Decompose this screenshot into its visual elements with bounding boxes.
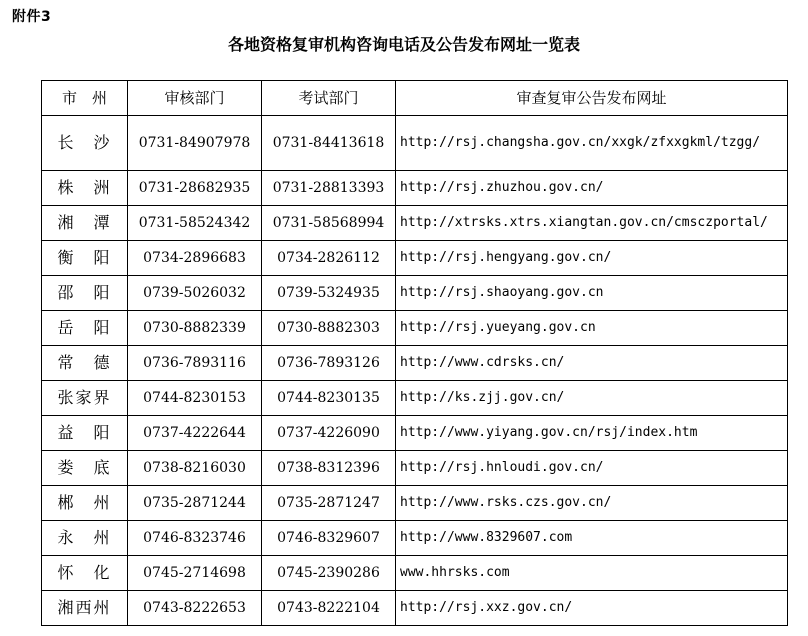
url-cell: www.hhrsks.com — [396, 556, 788, 591]
review-phone-cell: 0743-8222653 — [128, 591, 262, 626]
review-phone-cell: 0745-2714698 — [128, 556, 262, 591]
url-cell: http://xtrsks.xtrs.xiangtan.gov.cn/cmsczportal/ — [396, 206, 788, 241]
review-phone-cell: 0738-8216030 — [128, 451, 262, 486]
city-cell: 株 洲 — [42, 171, 128, 206]
exam-phone-cell: 0738-8312396 — [262, 451, 396, 486]
exam-phone-cell: 0739-5324935 — [262, 276, 396, 311]
header-city: 市 州 — [42, 81, 128, 116]
city-cell: 湘西州 — [42, 591, 128, 626]
header-url: 审查复审公告发布网址 — [396, 81, 788, 116]
review-phone-cell: 0730-8882339 — [128, 311, 262, 346]
city-cell: 郴 州 — [42, 486, 128, 521]
review-phone-cell: 0737-4222644 — [128, 416, 262, 451]
table-row — [42, 556, 788, 591]
exam-phone-cell: 0746-8329607 — [262, 521, 396, 556]
city-cell: 益 阳 — [42, 416, 128, 451]
table-row — [42, 171, 788, 206]
city-cell: 张家界 — [42, 381, 128, 416]
url-cell: http://ks.zjj.gov.cn/ — [396, 381, 788, 416]
header-review-dept: 审核部门 — [128, 81, 262, 116]
city-cell: 怀 化 — [42, 556, 128, 591]
attachment-label: 附件3 — [12, 9, 52, 25]
contacts-table — [41, 80, 788, 626]
table-row — [42, 486, 788, 521]
table-row — [42, 381, 788, 416]
url-cell: http://rsj.yueyang.gov.cn — [396, 311, 788, 346]
url-cell: http://rsj.xxz.gov.cn/ — [396, 591, 788, 626]
header-exam-dept: 考试部门 — [262, 81, 396, 116]
table-row — [42, 521, 788, 556]
table-row — [42, 206, 788, 241]
page-title: 各地资格复审机构咨询电话及公告发布网址一览表 — [227, 35, 580, 54]
table-body — [42, 116, 788, 626]
review-phone-cell: 0744-8230153 — [128, 381, 262, 416]
city-cell: 永 州 — [42, 521, 128, 556]
url-cell: http://rsj.changsha.gov.cn/xxgk/zfxxgkml/tzgg/ — [396, 116, 788, 171]
exam-phone-cell: 0734-2826112 — [262, 241, 396, 276]
table-header-row — [42, 81, 788, 116]
url-cell: http://rsj.hnloudi.gov.cn/ — [396, 451, 788, 486]
exam-phone-cell: 0731-28813393 — [262, 171, 396, 206]
review-phone-cell: 0734-2896683 — [128, 241, 262, 276]
url-cell: http://www.cdrsks.cn/ — [396, 346, 788, 381]
exam-phone-cell: 0735-2871247 — [262, 486, 396, 521]
city-cell: 衡 阳 — [42, 241, 128, 276]
table-row — [42, 591, 788, 626]
exam-phone-cell: 0736-7893126 — [262, 346, 396, 381]
url-cell: http://rsj.hengyang.gov.cn/ — [396, 241, 788, 276]
url-cell: http://rsj.shaoyang.gov.cn — [396, 276, 788, 311]
exam-phone-cell: 0731-58568994 — [262, 206, 396, 241]
exam-phone-cell: 0730-8882303 — [262, 311, 396, 346]
table-row — [42, 276, 788, 311]
exam-phone-cell: 0737-4226090 — [262, 416, 396, 451]
city-cell: 岳 阳 — [42, 311, 128, 346]
url-cell: http://www.rsks.czs.gov.cn/ — [396, 486, 788, 521]
table-row — [42, 241, 788, 276]
city-cell: 常 德 — [42, 346, 128, 381]
exam-phone-cell: 0731-84413618 — [262, 116, 396, 171]
review-phone-cell: 0746-8323746 — [128, 521, 262, 556]
table-row — [42, 116, 788, 171]
url-cell: http://www.yiyang.gov.cn/rsj/index.htm — [396, 416, 788, 451]
review-phone-cell: 0735-2871244 — [128, 486, 262, 521]
exam-phone-cell: 0744-8230135 — [262, 381, 396, 416]
table-row — [42, 346, 788, 381]
city-cell: 湘 潭 — [42, 206, 128, 241]
city-cell: 娄 底 — [42, 451, 128, 486]
city-cell: 邵 阳 — [42, 276, 128, 311]
city-cell: 长 沙 — [42, 116, 128, 171]
review-phone-cell: 0739-5026032 — [128, 276, 262, 311]
exam-phone-cell: 0745-2390286 — [262, 556, 396, 591]
review-phone-cell: 0731-58524342 — [128, 206, 262, 241]
table-row — [42, 451, 788, 486]
review-phone-cell: 0731-84907978 — [128, 116, 262, 171]
url-cell: http://rsj.zhuzhou.gov.cn/ — [396, 171, 788, 206]
review-phone-cell: 0736-7893116 — [128, 346, 262, 381]
table-row — [42, 416, 788, 451]
url-cell: http://www.8329607.com — [396, 521, 788, 556]
exam-phone-cell: 0743-8222104 — [262, 591, 396, 626]
review-phone-cell: 0731-28682935 — [128, 171, 262, 206]
table-row — [42, 311, 788, 346]
